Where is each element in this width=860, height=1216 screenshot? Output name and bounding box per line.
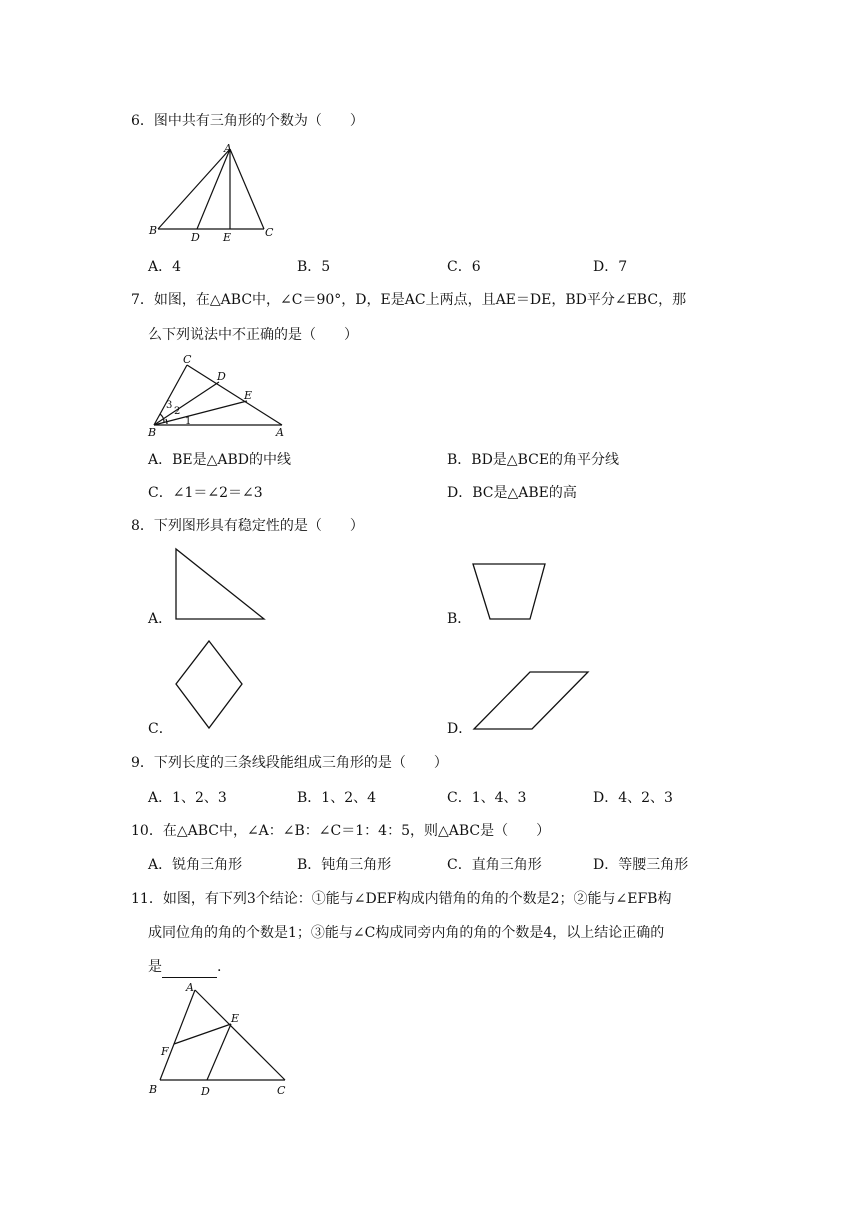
question-6-figure: [145, 140, 285, 245]
q7-option-c[interactable]: C．∠1＝∠2＝∠3: [148, 485, 263, 501]
vertex-label-c: C: [265, 226, 274, 239]
q9-option-d[interactable]: D．4、2、3: [593, 790, 673, 806]
vertex-label-d: D: [217, 370, 226, 383]
vertex-label-b: B: [149, 224, 158, 237]
vertex-label-c: C: [183, 353, 192, 366]
q7-option-a[interactable]: A．BE是△ABD的中线: [148, 452, 292, 468]
vertex-label-a: A: [186, 981, 194, 994]
vertex-label-a: A: [224, 142, 232, 155]
q10-option-a[interactable]: A．锐角三角形: [148, 857, 243, 873]
q10-option-d[interactable]: D．等腰三角形: [593, 857, 689, 873]
q6-option-b[interactable]: B．5: [297, 259, 331, 275]
vertex-label-b: B: [149, 1083, 158, 1096]
vertex-label-f: F: [161, 1045, 169, 1058]
angle-label-1: 1: [185, 416, 192, 427]
angle-label-3: 3: [166, 400, 173, 411]
question-10-text: 10．在△ABC中，∠A：∠B：∠C＝1：4：5，则△ABC是（ ）: [131, 823, 551, 839]
question-11-line-3: [148, 957, 221, 978]
question-9-text: 9．下列长度的三条线段能组成三角形的是（ ）: [131, 755, 448, 771]
q8-option-c-rhombus[interactable]: [172, 638, 248, 733]
q8-option-b-label[interactable]: B．: [447, 611, 472, 627]
q9-option-c[interactable]: C．1、4、3: [447, 790, 527, 806]
vertex-label-b: B: [148, 426, 157, 439]
angle-label-2: 2: [174, 406, 181, 417]
q8-option-d-label[interactable]: D．: [447, 721, 473, 737]
q10-option-b[interactable]: B．钝角三角形: [297, 857, 392, 873]
q8-option-c-label[interactable]: C．: [148, 721, 173, 737]
question-11-line-3-end: .: [217, 959, 222, 975]
vertex-label-a: A: [276, 426, 284, 439]
question-7-figure: [145, 350, 295, 440]
q7-option-d[interactable]: D．BC是△ABE的高: [447, 485, 577, 501]
q6-option-c[interactable]: C．6: [447, 259, 481, 275]
answer-blank[interactable]: [162, 957, 217, 978]
q6-option-d[interactable]: D．7: [593, 259, 628, 275]
question-11-figure: [145, 978, 295, 1103]
question-8-text: 8．下列图形具有稳定性的是（ ）: [131, 518, 364, 534]
q10-option-c[interactable]: C．直角三角形: [447, 857, 542, 873]
q8-option-a-right-triangle[interactable]: [170, 545, 270, 625]
vertex-label-e: E: [223, 231, 232, 244]
q9-option-a[interactable]: A．1、2、3: [148, 790, 227, 806]
question-11-line-1: 11．如图，有下列3个结论：①能与∠DEF构成内错角的角的个数是2；②能与∠EFB构: [131, 891, 672, 907]
q6-option-a[interactable]: A．4: [148, 259, 182, 275]
question-7-line-2: 么下列说法中不正确的是（ ）: [148, 327, 358, 343]
q8-option-a-label[interactable]: A．: [148, 611, 173, 627]
question-11-line-2: 成同位角的角的个数是1；③能与∠C构成同旁内角的角的个数是4，以上结论正确的: [148, 925, 665, 941]
vertex-label-e: E: [244, 389, 253, 402]
question-11-line-3-prefix: 是: [148, 959, 162, 975]
question-7-line-1: 7．如图，在△ABC中，∠C＝90°，D，E是AC上两点，且AE＝DE，BD平分∠EBC，那: [131, 292, 687, 308]
vertex-label-d: D: [191, 231, 200, 244]
vertex-label-d: D: [201, 1085, 210, 1098]
vertex-label-c: C: [277, 1084, 286, 1097]
question-6-text: 6．图中共有三角形的个数为（ ）: [131, 113, 364, 129]
q9-option-b[interactable]: B．1、2、4: [297, 790, 377, 806]
q8-option-b-trapezoid[interactable]: [468, 560, 548, 625]
q8-option-d-parallelogram[interactable]: [470, 668, 595, 734]
vertex-label-e: E: [231, 1012, 240, 1025]
q7-option-b[interactable]: B．BD是△BCE的角平分线: [447, 452, 620, 468]
